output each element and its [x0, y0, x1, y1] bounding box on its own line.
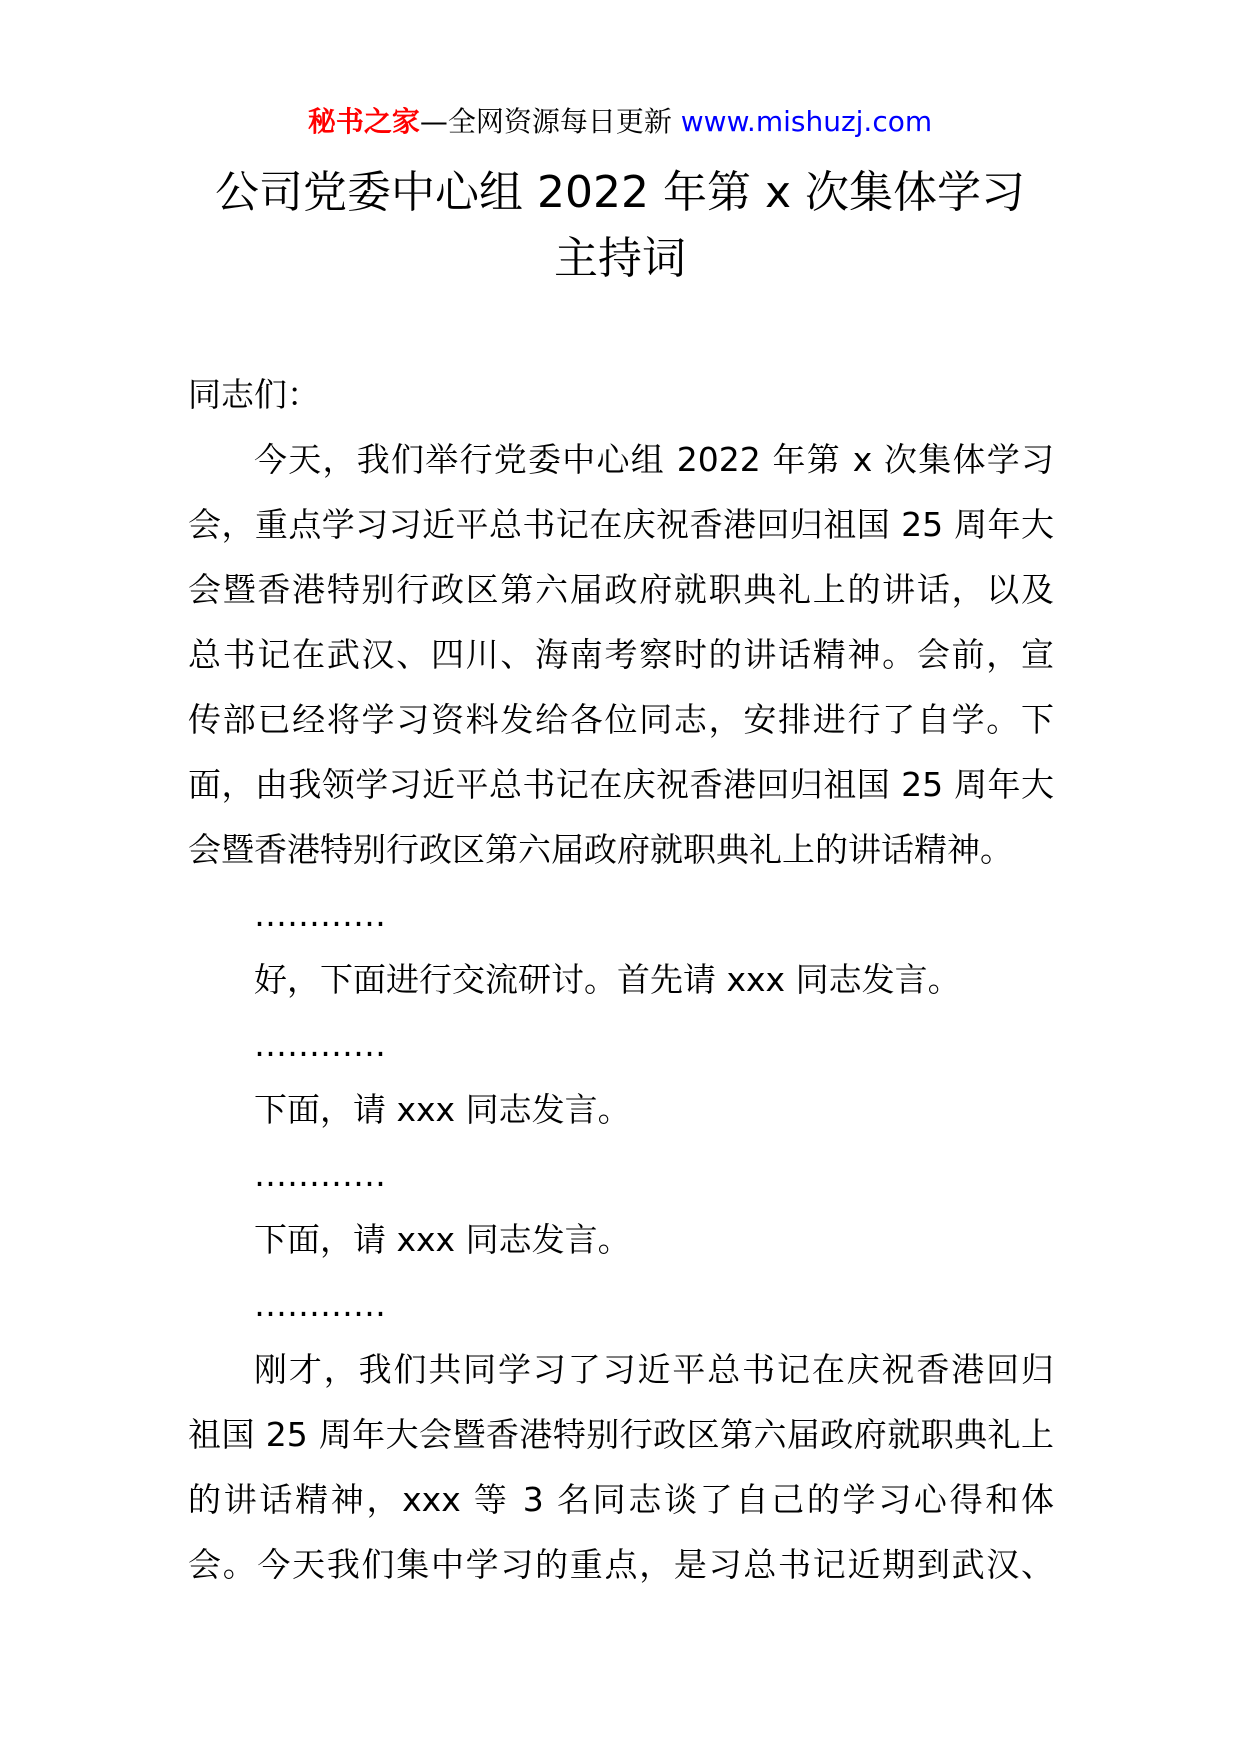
closing-line: 的讲话精神，xxx 等 3 名同志谈了自己的学习心得和体: [188, 1480, 1054, 1519]
opening-line: 会，重点学习习近平总书记在庆祝香港回归祖国 25 周年大: [188, 505, 1054, 544]
opening-line: 总书记在武汉、四川、海南考察时的讲话精神。会前，宣: [188, 635, 1054, 674]
title-line-1: 公司党委中心组 2022 年第 x 次集体学习: [215, 167, 1025, 218]
opening-line: 会暨香港特别行政区第六届政府就职典礼上的讲话精神。: [188, 830, 1013, 869]
title-line-2: 主持词: [554, 233, 686, 284]
next-speaker-paragraph: [188, 1207, 1054, 1272]
ellipsis-paragraph: [188, 882, 1054, 947]
opening-line: 面，由我领学习近平总书记在庆祝香港回归祖国 25 周年大: [188, 765, 1054, 804]
first-speaker-paragraph: [188, 947, 1054, 1012]
ellipsis-paragraph: [188, 1142, 1054, 1207]
ellipsis-paragraph: [188, 1012, 1054, 1077]
closing-line: 刚才，我们共同学习了习近平总书记在庆祝香港回归: [254, 1350, 1054, 1389]
opening-line: 会暨香港特别行政区第六届政府就职典礼上的讲话，以及: [188, 570, 1054, 609]
document-title: [0, 160, 1240, 292]
document-body: [188, 362, 1054, 1597]
ellipsis-text: …………: [254, 895, 386, 934]
next-speaker-paragraph: [188, 1077, 1054, 1142]
salutation-paragraph: [188, 362, 1054, 427]
closing-line: 祖国 25 周年大会暨香港特别行政区第六届政府就职典礼上: [188, 1415, 1054, 1454]
banner-url-link[interactable]: www.mishuzj.com: [680, 105, 933, 138]
banner-brand: 秘书之家: [307, 105, 420, 138]
first-speaker-text: 好，下面进行交流研讨。首先请 xxx 同志发言。: [254, 960, 961, 999]
ellipsis-paragraph: [188, 1272, 1054, 1337]
closing-paragraph: [188, 1337, 1054, 1597]
ellipsis-text: …………: [254, 1285, 386, 1324]
opening-line: 传部已经将学习资料发给各位同志，安排进行了自学。下: [188, 700, 1054, 739]
ellipsis-text: …………: [254, 1155, 386, 1194]
banner-tagline: —全网资源每日更新: [419, 105, 681, 138]
opening-line: 今天，我们举行党委中心组 2022 年第 x 次集体学习: [254, 440, 1054, 479]
ellipsis-text: …………: [254, 1025, 386, 1064]
site-banner: [0, 102, 1240, 142]
closing-line: 会。今天我们集中学习的重点，是习总书记近期到武汉、: [188, 1545, 1054, 1584]
next-speaker-text: 下面，请 xxx 同志发言。: [254, 1220, 631, 1259]
salutation-text: 同志们：: [188, 375, 320, 414]
opening-paragraph: [188, 427, 1054, 882]
next-speaker-text: 下面，请 xxx 同志发言。: [254, 1090, 631, 1129]
